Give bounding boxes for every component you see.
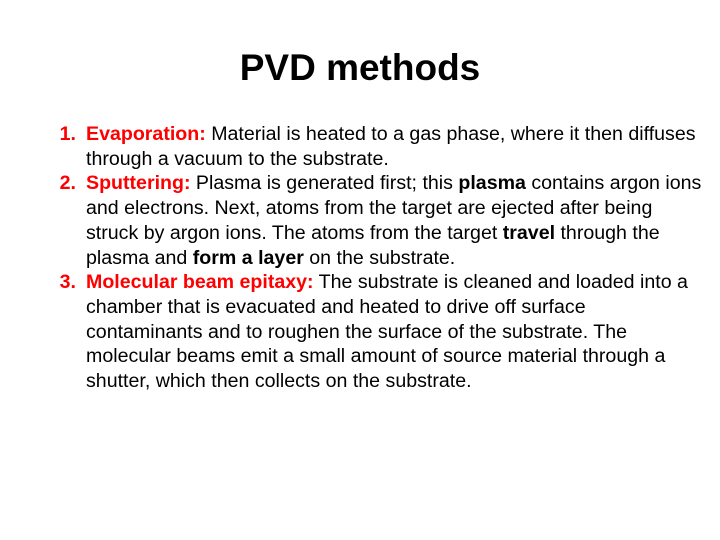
item-emphasis: travel bbox=[502, 221, 556, 244]
item-text: The substrate is cleaned and loaded into a chamber that is evacuated and heated to drive off surface contaminants and to roughen the surface of the substrate. The molecular beams emit a small amount of source material through a shutter, which then collects on the substrate. bbox=[86, 271, 688, 393]
item-term: Molecular beam epitaxy: bbox=[86, 271, 314, 294]
item-emphasis: form a layer bbox=[192, 246, 304, 269]
item-text: Material is heated to a gas phase, where it then diffuses through a vacuum to the substrate. bbox=[86, 123, 696, 170]
list-item-sputtering bbox=[16, 171, 706, 270]
item-number: 1. bbox=[59, 123, 76, 145]
item-emphasis: plasma bbox=[458, 172, 526, 195]
slide-title: PVD methods bbox=[239, 47, 481, 88]
item-text: on the substrate. bbox=[303, 246, 456, 269]
item-text: contains argon ions and electrons. Next, atoms from the target are ejected after being struck by argon ions. The atoms from the target bbox=[86, 172, 702, 244]
item-text: Plasma is generated first; this bbox=[190, 172, 459, 195]
item-term: Evaporation: bbox=[86, 123, 206, 145]
item-text: through the plasma and bbox=[86, 221, 660, 269]
item-number: 2. bbox=[59, 172, 76, 195]
item-number: 3. bbox=[59, 271, 76, 294]
item-term: Sputtering: bbox=[86, 172, 191, 195]
list-item-molecular-beam-epitaxy bbox=[16, 270, 706, 394]
list-item-evaporation bbox=[16, 122, 706, 171]
pvd-methods-list bbox=[16, 122, 706, 394]
